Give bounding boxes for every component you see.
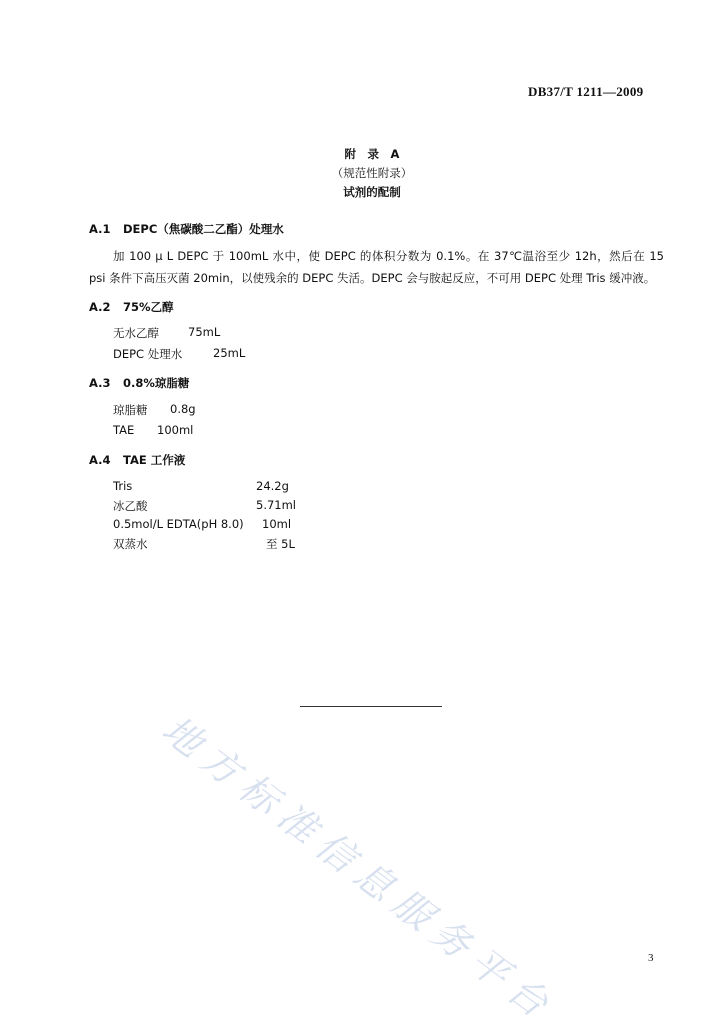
section-number: A.4 — [89, 453, 111, 467]
item-name: 双蒸水 — [113, 537, 148, 551]
item-name: 琼脂糖 — [113, 403, 148, 417]
appendix-title: 附 录 A — [344, 147, 400, 161]
appendix-subtitle: 试剂的配制 — [343, 185, 401, 199]
item-name: DEPC 处理水 — [113, 347, 183, 361]
item-amount: 100ml — [157, 423, 194, 437]
item-name: 冰乙酸 — [113, 499, 148, 513]
section-title: TAE 工作液 — [123, 453, 186, 467]
item-name: TAE — [113, 423, 135, 437]
section-title: 0.8%琼脂糖 — [123, 376, 190, 390]
standard-number: DB37/T 1211—2009 — [528, 84, 644, 99]
item-amount: 至 5L — [266, 537, 295, 551]
watermark: 地方标准信息服务平台 — [154, 707, 564, 1032]
section-number: A.3 — [89, 376, 111, 390]
item-name: 0.5mol/L EDTA(pH 8.0) — [113, 517, 244, 531]
item-name: Tris — [113, 479, 133, 493]
section-title: DEPC（焦碳酸二乙酯）处理水 — [123, 222, 284, 236]
item-amount: 24.2g — [256, 479, 289, 493]
item-amount: 0.8g — [170, 402, 196, 416]
section-number: A.2 — [89, 300, 111, 314]
item-name: 无水乙醇 — [113, 326, 159, 340]
page-number: 3 — [648, 952, 654, 964]
end-separator-line — [300, 706, 442, 707]
section-number: A.1 — [89, 222, 111, 236]
section-heading-a1 — [89, 221, 284, 237]
section-title: 75%乙醇 — [123, 300, 174, 314]
item-amount: 10ml — [262, 517, 292, 531]
item-amount: 75mL — [188, 325, 221, 339]
section-a1-paragraph — [89, 245, 664, 289]
item-amount: 5.71ml — [256, 498, 297, 512]
section-heading-a2 — [89, 299, 174, 315]
paragraph-text: 加 100 μ L DEPC 于 100mL 水中，使 DEPC 的体积分数为 0.1%。在 37℃温浴至少 12h，然后在 15 psi 条件下高压灭菌 20min，以使残余的 DEPC 失活。DEPC 会与胺起反应，不可用 DEPC 处理 Tris 缓冲液。 — [89, 249, 664, 285]
section-heading-a3 — [89, 375, 189, 391]
section-heading-a4 — [89, 452, 185, 468]
item-amount: 25mL — [213, 346, 246, 360]
appendix-type: （规范性附录） — [331, 166, 413, 180]
